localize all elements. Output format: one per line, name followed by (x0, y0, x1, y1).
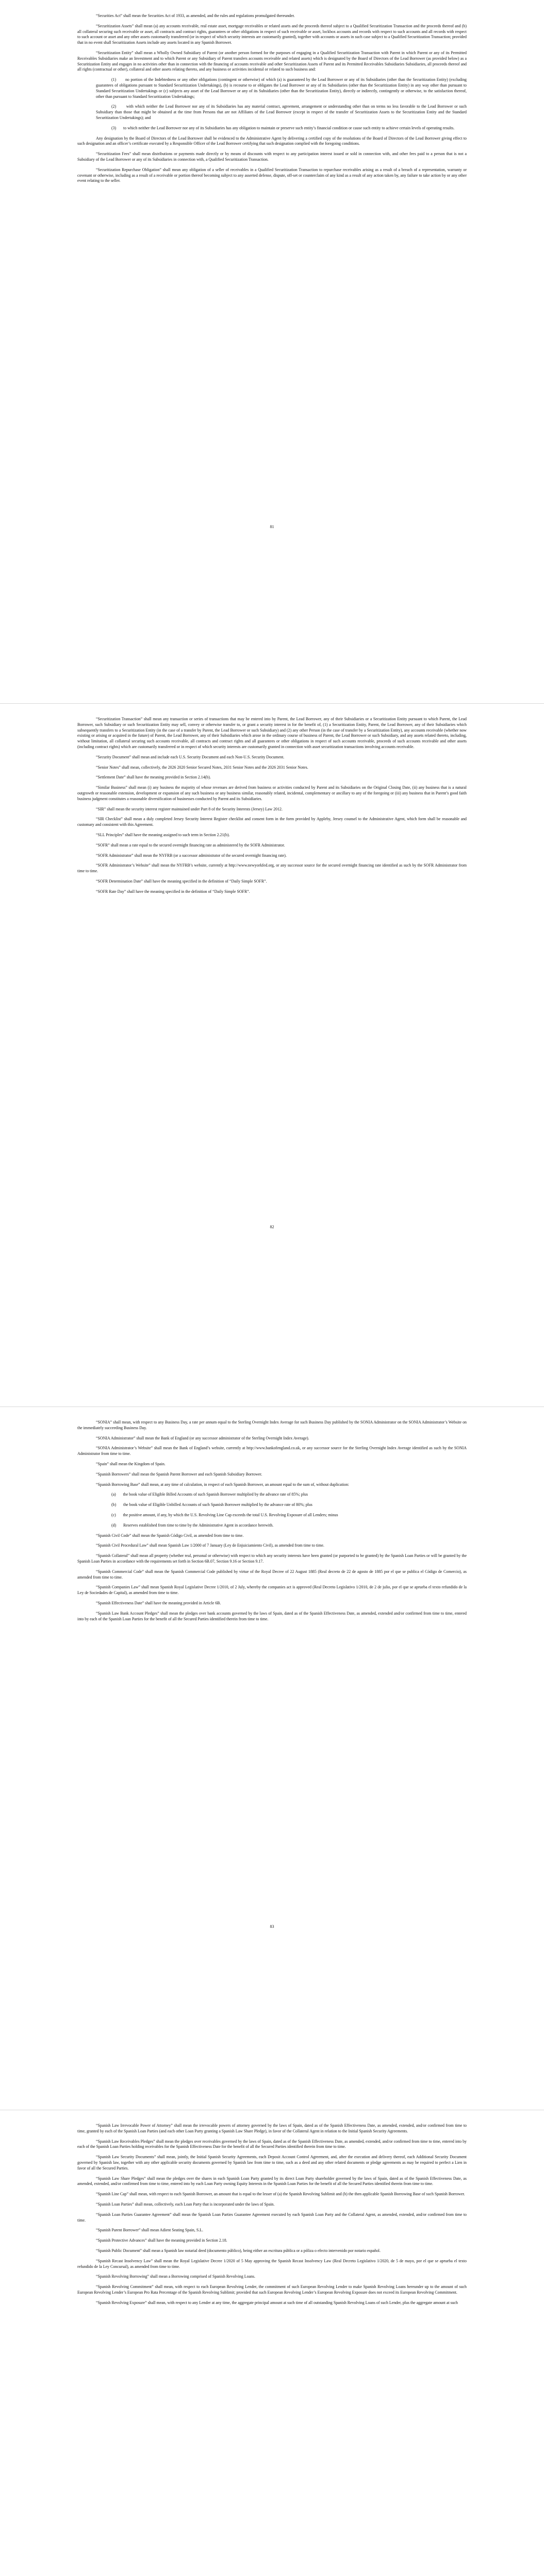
definition-paragraph: “Spanish Parent Borrower” shall mean Adient Seating Spain, S.L. (96, 2228, 203, 2233)
definition-paragraph: “Securitization Transaction” shall mean any transaction or series of transactions that may be entered into by Parent, the Lead Borrower, any of their Subsidiaries or a Securitization Entity pursuant to which Parent, the Lead Borrower, such Subsidiary or such Securitization Entity may sell, convey or otherwise transfer to, or grant a security interest in for the benefit of, (1) a Securitization Entity, Parent, the Lead Borrower, any of their Subsidiaries which subsequently transfers to a Securitization Entity (in the case of a transfer by Parent, the Lead Borrower or such Subsidiary) and (2) any other Person (in the case of transfer by a Securitization Entity), any accounts receivable (whether now existing or arising or acquired in the future) of Parent, the Lead Borrower, any of their Subsidiaries which arose in the ordinary course of business of Parent, the Lead Borrower or such Subsidiary, and any assets related thereto, including, without limitation, all collateral securing such accounts receivable, all contracts and contract rights and all guarantees or other obligations in respect of such accounts receivable, proceeds of such accounts receivable and other assets (including contract rights) which are customarily transferred or in respect of which security interests are customarily granted in connection with asset securitization transactions involving accounts receivable. (77, 717, 467, 749)
clause-paragraph: (a) the book value of Eligible Billed Accounts of such Spanish Borrower multiplied by the advance rate of 85%; plus (111, 1492, 308, 1497)
page-number: 81 (270, 524, 274, 529)
definition-paragraph: “Spanish Effectiveness Date” shall have the meaning provided in Article 6B. (96, 1600, 221, 1605)
definition-paragraph: “SONIA” shall mean, with respect to any Business Day, a rate per annum equal to the Sterling Overnight Index Average for such Business Day published by the SONIA Administrator on the SONIA Administrator’s Website on the immediately succeeding Business Day. (77, 1420, 467, 1430)
definition-paragraph: “Spanish Civil Code” shall mean the Spanish Código Civil, as amended from time to time. (96, 1533, 244, 1538)
definition-paragraph: Any designation by the Board of Directors of the Lead Borrower shall be evidenced to the Administrative Agent by delivering a certified copy of the resolutions of the Board of Directors of the Lead Borrower giving effect to such designation and an officer’s certificate executed by a Responsible Officer of the Lead Borrower certifying that such designation complied with the foregoing conditions. (77, 135, 467, 146)
clause-paragraph: (2) with which neither the Lead Borrower nor any of its Subsidiaries has any material contract, agreement, arrangement or understanding other than on terms no less favorable to the Lead Borrower or such Subsidiary than those that might be obtained at the time from Persons that are not Affiliates of the Lead Borrower (except in respect of the transfer of Securitization Assets to the Securitization Entity and the Standard Securitization Undertakings); and (96, 104, 467, 120)
definition-paragraph: “SOFR” shall mean a rate equal to the secured overnight financing rate as administered by the SOFR Administrator. (96, 842, 285, 848)
definition-paragraph: “SOFR Administrator’s Website” shall mean the NYFRB’s website, currently at http://www.newyorkfed.org, or any successor source for the secured overnight financing rate identified as such by the SOFR Administrator from time to time. (77, 863, 467, 874)
definition-paragraph: “Spain” shall mean the Kingdom of Spain. (96, 1461, 166, 1466)
definition-paragraph: “Spanish Law Receivables Pledges” shall mean the pledges over receivables governed by the laws of Spain, dated as of the Spanish Effectiveness Date, as amended, extended, and/or confirmed from time to time, entered into by each of the Spanish Loan Parties holding receivables for the Spanish Effectiveness Date for the benefit of all the Secured Parties identified therein from time to time. (77, 2139, 467, 2149)
definition-paragraph: “Spanish Collateral” shall mean all property (whether real, personal or otherwise) with respect to which any security interests have been granted (or purported to be granted) by the Spanish Loan Parties or will be granted by the Spanish Loan Parties in accordance with the requirements set forth in Section 6B.07, Section 9.16 or Section 9.17. (77, 1553, 467, 1564)
page-84 (0, 2110, 544, 2576)
definition-paragraph: “Spanish Law Irrevocable Power of Attorney” shall mean the irrevocable powers of attorney governed by the laws of Spain, dated as of the Spanish Effectiveness Date, as amended, extended, and/or confirmed from time to time, granted by each of the Spanish Loan Parties (and each other Loan Party granting a Spanish Law Share Pledge), in favor of the Collateral Agent in relation to the Initial Spanish Security Agreements. (77, 2123, 467, 2133)
definition-paragraph: “Security Document” shall mean and include each U.S. Security Document and each Non-U.S. Security Document. (96, 754, 285, 759)
definition-paragraph: “Securitization Fees” shall mean distributions or payments made directly or by means of discounts with respect to any participation interest issued or sold in connection with, and other fees paid to a person that is not a Subsidiary of the Lead Borrower or any of its Subsidiaries in connection with, a Qualified Securitization Transaction. (77, 151, 467, 162)
definition-paragraph: “SIR” shall mean the security interest register maintained under Part 8 of the Security Interests (Jersey) Law 2012. (96, 806, 283, 811)
definition-paragraph: “Spanish Companies Law” shall mean Spanish Royal Legislative Decree 1/2010, of 2 July, whereby the companies act is approved (Real Decreto Legislativo 1/2010, de 2 de julio, por el que se aprueba el texto refundido de la Ley de Sociedades de Capital), as amended from time to time. (77, 1585, 467, 1596)
page-number: 82 (270, 1225, 274, 1229)
definition-paragraph: “Spanish Loan Parties” shall mean, collectively, each Loan Party that is incorporated under the laws of Spain. (96, 2201, 275, 2207)
definition-paragraph: “SIR Checklist” shall mean a duly completed Jersey Security Interest Register checklist and consent form in the form provided by Appleby, Jersey counsel to the Administrative Agent, which form shall be reasonable and customary and consistent with this Agreement. (77, 817, 467, 827)
page-number: 83 (270, 1924, 274, 1929)
definition-paragraph: “Spanish Borrowing Base” shall mean, at any time of calculation, in respect of each Spanish Borrower, an amount equal to the sum of, without duplication: (96, 1482, 349, 1487)
page-83 (0, 1406, 544, 2110)
clause-paragraph: (1) no portion of the Indebtedness or any other obligations (contingent or otherwise) of which (a) is guaranteed by the Lead Borrower or any of its Subsidiaries (other than the Securitization Entity) (excluding guarantees of obligations pursuant to Standard Securitization Undertakings), (b) is recourse to or obligates the Lead Borrower or any of its Subsidiaries (other than the Securitization Entity) in any way other than pursuant to Standard Securitization Undertakings or (c) subjects any asset of the Lead Borrower or any of its Subsidiaries (other than the Securitization Entity), directly or indirectly, contingently or otherwise, to the satisfaction thereof, other than pursuant to Standard Securitization Undertakings; (96, 77, 467, 99)
definition-paragraph: “Spanish Revolving Exposure” shall mean, with respect to any Lender at any time, the aggregate principal amount at such time of all outstanding Spanish Revolving Loans of such Lender, plus the aggregate amount at such (96, 2300, 458, 2305)
definition-paragraph: “Spanish Commercial Code” shall mean the Spanish Commercial Code published by virtue of the Royal Decree of 22 August 1885 (Real decreto de 22 de agosto de 1885 por el que se publica el Código de Comercio), as amended from time to time. (77, 1569, 467, 1580)
definition-paragraph: “Spanish Revolving Commitment” shall mean, with respect to each European Revolving Lender, the commitment of such European Revolving Lender to make Spanish Revolving Loans hereunder up to the amount of such European Revolving Lender’s European Pro Rata Percentage of the Spanish Revolving Sublimit; provided that such European Revolving Lender’s European Revolving Exposure does not exceed its European Revolving Commitment. (77, 2284, 467, 2295)
definition-paragraph: “Spanish Line Cap” shall mean, with respect to each Spanish Borrower, an amount that is equal to the lesser of (a) the Spanish Revolving Sublimit and (b) the then applicable Spanish Borrowing Base of such Spanish Borrower. (96, 2192, 465, 2197)
definition-paragraph: “Spanish Law Security Documents” shall mean, jointly, the Initial Spanish Security Agreements, each Deposit Account Control Agreement, and, after the execution and delivery thereof, each Additional Security Document governed by Spanish law, together with any other applicable security documents governed by Spanish law from time to time, such as a deed and any other related documents or pledge agreements as may be required to perfect a Lien in favor of all the Secured Parties. (77, 2155, 467, 2171)
definition-paragraph: “Similar Business” shall mean (i) any business the majority of whose revenues are derived from business or activities conducted by Parent and its Subsidiaries on the Original Closing Date, (ii) any business that is a natural outgrowth or reasonable extension, development or expansion of any such business or any business similar, reasonably related, incidental, complementary or ancillary to any of the foregoing or (iii) any business that in Parent’s good faith business judgment constitutes a reasonable diversification of businesses conducted by Parent and its Subsidiaries. (77, 785, 467, 801)
definition-paragraph: “SONIA Administrator’s Website” shall mean the Bank of England’s website, currently at http://www.bankofengland.co.uk, or any successor source for the Sterling Overnight Index Average identified as such by the SONIA Administrator from time to time. (77, 1446, 467, 1456)
definition-paragraph: “Spanish Loan Parties Guarantee Agreement” shall mean the Spanish Loan Parties Guarantee Agreement executed by each Spanish Loan Party and the Collateral Agent, as amended, extended, and/or confirmed from time to time. (77, 2212, 467, 2223)
definition-paragraph: “SONIA Administrator” shall mean the Bank of England (or any successor administrator of the Sterling Overnight Index Average). (96, 1435, 309, 1440)
definition-paragraph: “Securitization Entity” shall mean a Wholly Owned Subsidiary of Parent (or another person formed for the purposes of engaging in a Qualified Securitization Transaction with Parent in which Parent or any of its Permitted Receivables Subsidiaries make an Investment and to which Parent or any Subsidiary of Parent transfers accounts receivable and related assets) which is designated by the Board of Directors of the Lead Borrower (as provided below) as a Securitization Entity and engages in no activities other than in connection with the financing of accounts receivable and other Securitization Assets of Parent and its Permitted Receivables Subsidiaries Subsidiaries, all proceeds thereof and all rights (contractual or other), collateral and other assets relating thereto, and any business or activities incidental or related to such business and: (77, 50, 467, 72)
definition-paragraph: “Spanish Borrowers” shall mean the Spanish Parent Borrower and each Spanish Subsidiary Borrower. (96, 1471, 262, 1477)
definition-paragraph: “SOFR Rate Day” shall have the meaning specified in the definition of “Daily Simple SOFR”. (96, 889, 250, 894)
definition-paragraph: “Settlement Date” shall have the meaning provided in Section 2.14(b). (96, 775, 211, 780)
clause-paragraph: (c) the positive amount, if any, by which the U.S. Revolving Line Cap exceeds the total U.S. Revolving Exposure of all Lenders; minus (111, 1512, 338, 1517)
definition-paragraph: “Spanish Civil Procedural Law” shall mean Spanish Law 1/2000 of 7 January (Ley de Enjuiciamiento Civil), as amended from time to time. (96, 1543, 324, 1548)
clause-paragraph: (d) Reserves established from time to time by the Administrative Agent in accordance herewith. (111, 1522, 274, 1528)
definition-paragraph: “SOFR Determination Date” shall have the meaning specified in the definition of “Daily Simple SOFR”. (96, 878, 267, 884)
definition-paragraph: “Spanish Recast Insolvency Law” shall mean the Royal Legislative Decree 1/2020 of 5 May approving the Spanish Recast Insolvency Law (Real Decreto Legislativo 1/2020, de 5 de mayo, por el que se aprueba el texto refundido de la Ley Concursal), as amended from time to time. (77, 2258, 467, 2269)
definition-paragraph: “Spanish Law Share Pledges” shall mean the pledges over the shares in each Spanish Loan Party granted by its direct Loan Party shareholder governed by the laws of Spain, dated as of the Spanish Effectiveness Date, as amended, extended, and/or confirmed from time to time, entered into by each Loan Party owning Equity Interests in the Spanish Loan Parties for the benefit of all the Secured Parties identified therein from time to time. (77, 2176, 467, 2187)
clause-paragraph: (3) to which neither the Lead Borrower nor any of its Subsidiaries has any obligation to maintain or preserve such entity’s financial condition or cause such entity to achieve certain levels of operating results. (111, 125, 455, 130)
definition-paragraph: “Spanish Law Bank Account Pledges” shall mean the pledges over bank accounts governed by the laws of Spain, dated as of the Spanish Effectiveness Date, as amended, extended and/or confirmed from time to time, entered into by each of the Spanish Loan Parties for the benefit of all the Secured Parties identified therein from time to time. (77, 1611, 467, 1621)
definition-paragraph: “Senior Notes” shall mean, collectively, the 2026 2020 Senior Secured Notes, 2031 Senior Notes and the 2026 2031 Senior Notes. (96, 765, 308, 770)
definition-paragraph: “Securities Act” shall mean the Securities Act of 1933, as amended, and the rules and regulations promulgated thereunder. (96, 13, 295, 18)
definition-paragraph: “SLL Principles” shall have the meaning assigned to such term in Section 2.21(b). (96, 832, 230, 837)
definition-paragraph: “Spanish Protective Advances” shall have the meaning provided in Section 2.18. (96, 2238, 227, 2243)
definition-paragraph: “Securitization Assets” shall mean (a) any accounts receivable, real estate asset, mortgage receivables or related assets and the proceeds thereof subject to a Qualified Securitization Transaction and the proceeds thereof and (b) all collateral securing such receivable or asset, all contracts and contract rights, guarantees or other obligations in respect of such receivable or asset, lockbox accounts and records with respect to such accounts and all records with respect to such account or asset and any other assets customarily transferred (or in respect of which security interests are customarily granted), together with accounts or assets in such case subject to a Qualified Securitization Transaction; provided that in no event shall Securitization Assets include any assets located in any Spanish Borrower. (77, 23, 467, 45)
definition-paragraph: “SOFR Administrator” shall mean the NYFRB (or a successor administrator of the secured overnight financing rate). (96, 853, 287, 858)
definition-paragraph: “Securitization Repurchase Obligation” shall mean any obligation of a seller of receivables in a Qualified Securitization Transaction to repurchase receivables arising as a result of a breach of a representation, warranty or covenant or otherwise, including as a result of a receivable or portion thereof becoming subject to any asserted defense, dispute, off-set or counterclaim of any kind as a result of any action taken by, any failure to take action by or any other event relating to the seller. (77, 167, 467, 183)
definition-paragraph: “Spanish Revolving Borrowing” shall mean a Borrowing comprised of Spanish Revolving Loans. (96, 2274, 256, 2279)
clause-paragraph: (b) the book value of Eligible Unbilled Accounts of such Spanish Borrower multiplied by the advance rate of 80%; plus (111, 1502, 312, 1507)
definition-paragraph: “Spanish Public Document” shall mean a Spanish law notarial deed (documento público), being either an escritura pública or a póliza o efecto intervenido por notario español. (96, 2248, 381, 2253)
page-81 (0, 0, 544, 703)
page-82 (0, 703, 544, 1406)
